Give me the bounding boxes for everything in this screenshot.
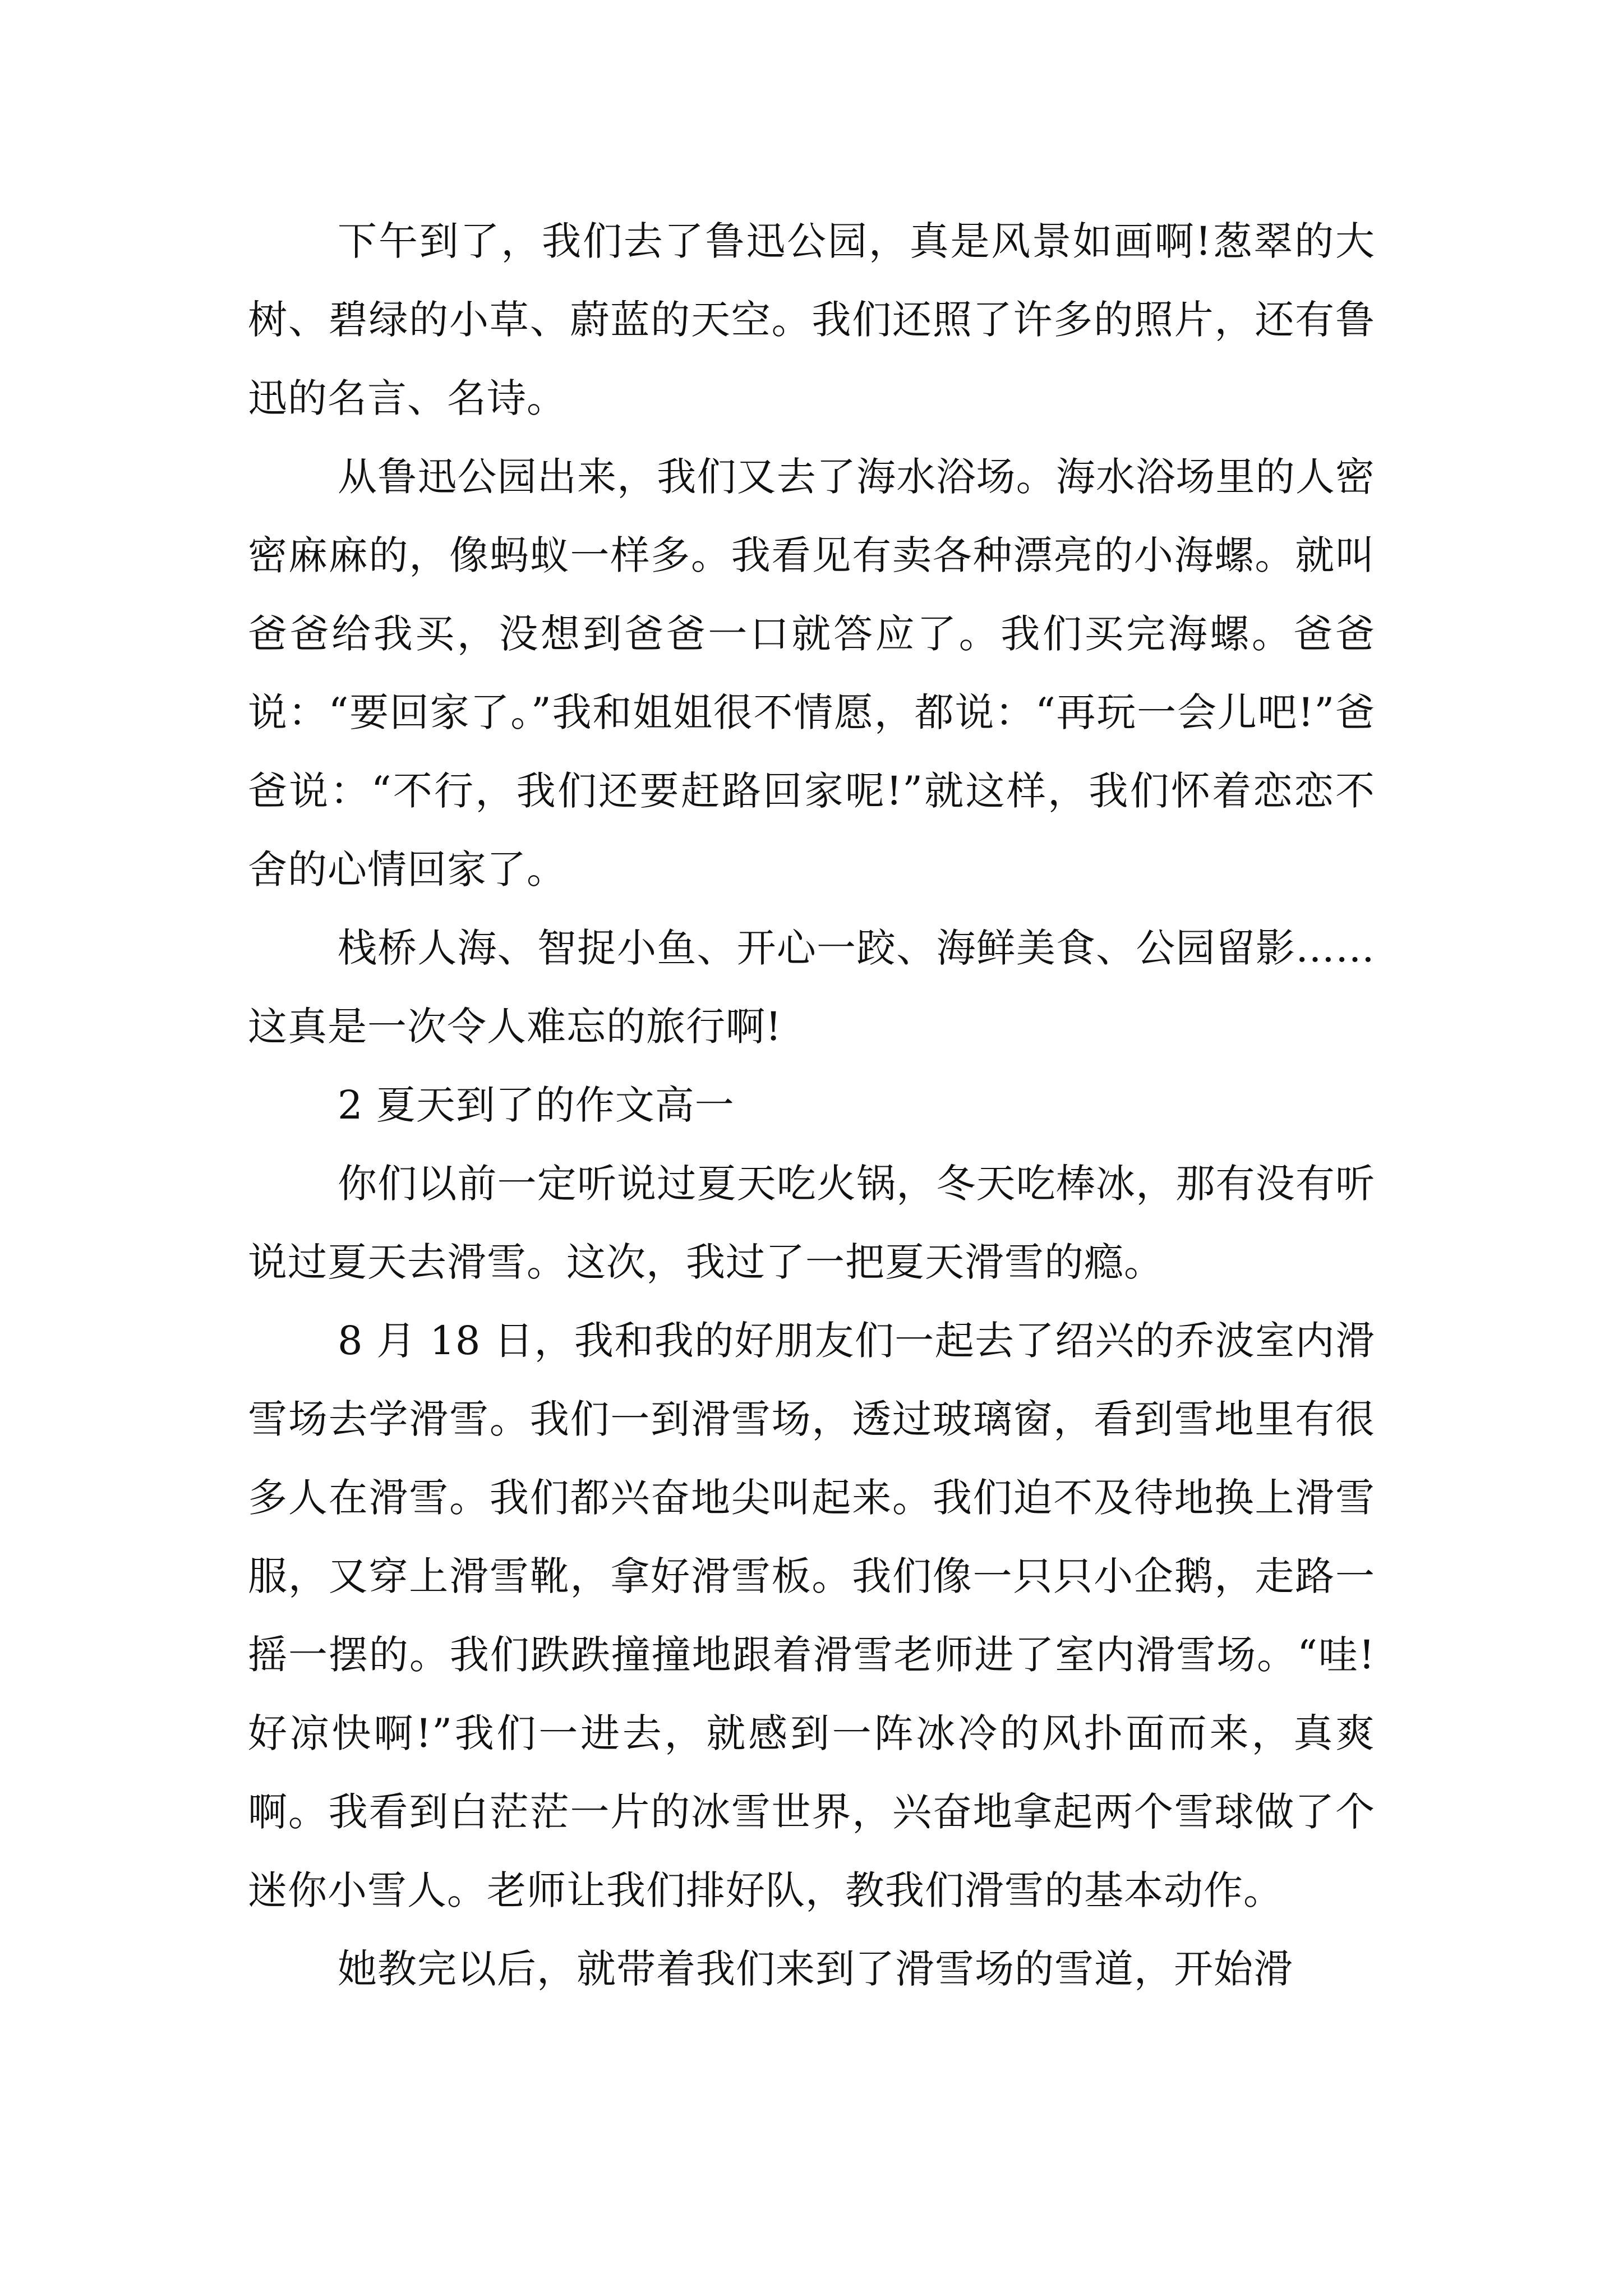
paragraph-summer-skiing-intro: 你们以前一定听说过夏天吃火锅，冬天吃棒冰，那有没有听说过夏天去滑雪。这次，我过了一把夏天滑雪的瘾。 xyxy=(248,1161,1375,1285)
paragraph-lu-xun-park: 下午到了，我们去了鲁迅公园，真是风景如画啊!葱翠的大树、碧绿的小草、蔚蓝的天空。我们还照了许多的照片，还有鲁迅的名言、名诗。 xyxy=(248,218,1375,421)
document-body xyxy=(248,202,1375,2008)
paragraph-ski-resort: 8 月 18 日，我和我的好朋友们一起去了绍兴的乔波室内滑雪场去学滑雪。我们一到滑雪场，透过玻璃窗，看到雪地里有很多人在滑雪。我们都兴奋地尖叫起来。我们迫不及待地换上滑雪服，又穿上滑雪靴，拿好滑雪板。我们像一只只小企鹅，走路一摇一摆的。我们跌跌撞撞地跟着滑雪老师进了室内滑雪场。“哇!好凉快啊!”我们一进去，就感到一阵冰冷的风扑面而来，真爽啊。我看到白茫茫一片的冰雪世界，兴奋地拿起两个雪球做了个迷你小雪人。老师让我们排好队，教我们滑雪的基本动作。 xyxy=(248,1318,1375,1913)
section-heading: 2 夏天到了的作文高一 xyxy=(338,1082,735,1128)
paragraph-beach: 从鲁迅公园出来，我们又去了海水浴场。海水浴场里的人密密麻麻的，像蚂蚁一样多。我看见有卖各种漂亮的小海螺。就叫爸爸给我买，没想到爸爸一口就答应了。我们买完海螺。爸爸说：“要回家了。”我和姐姐很不情愿，都说：“再玩一会儿吧!”爸爸说：“不行，我们还要赶路回家呢!”就这样，我们怀着恋恋不舍的心情回家了。 xyxy=(248,454,1375,892)
paragraph-ski-slope: 她教完以后，就带着我们来到了滑雪场的雪道，开始滑 xyxy=(338,1946,1293,1992)
paragraph-trip-summary: 栈桥人海、智捉小鱼、开心一跤、海鲜美食、公园留影……这真是一次令人难忘的旅行啊! xyxy=(248,925,1375,1050)
